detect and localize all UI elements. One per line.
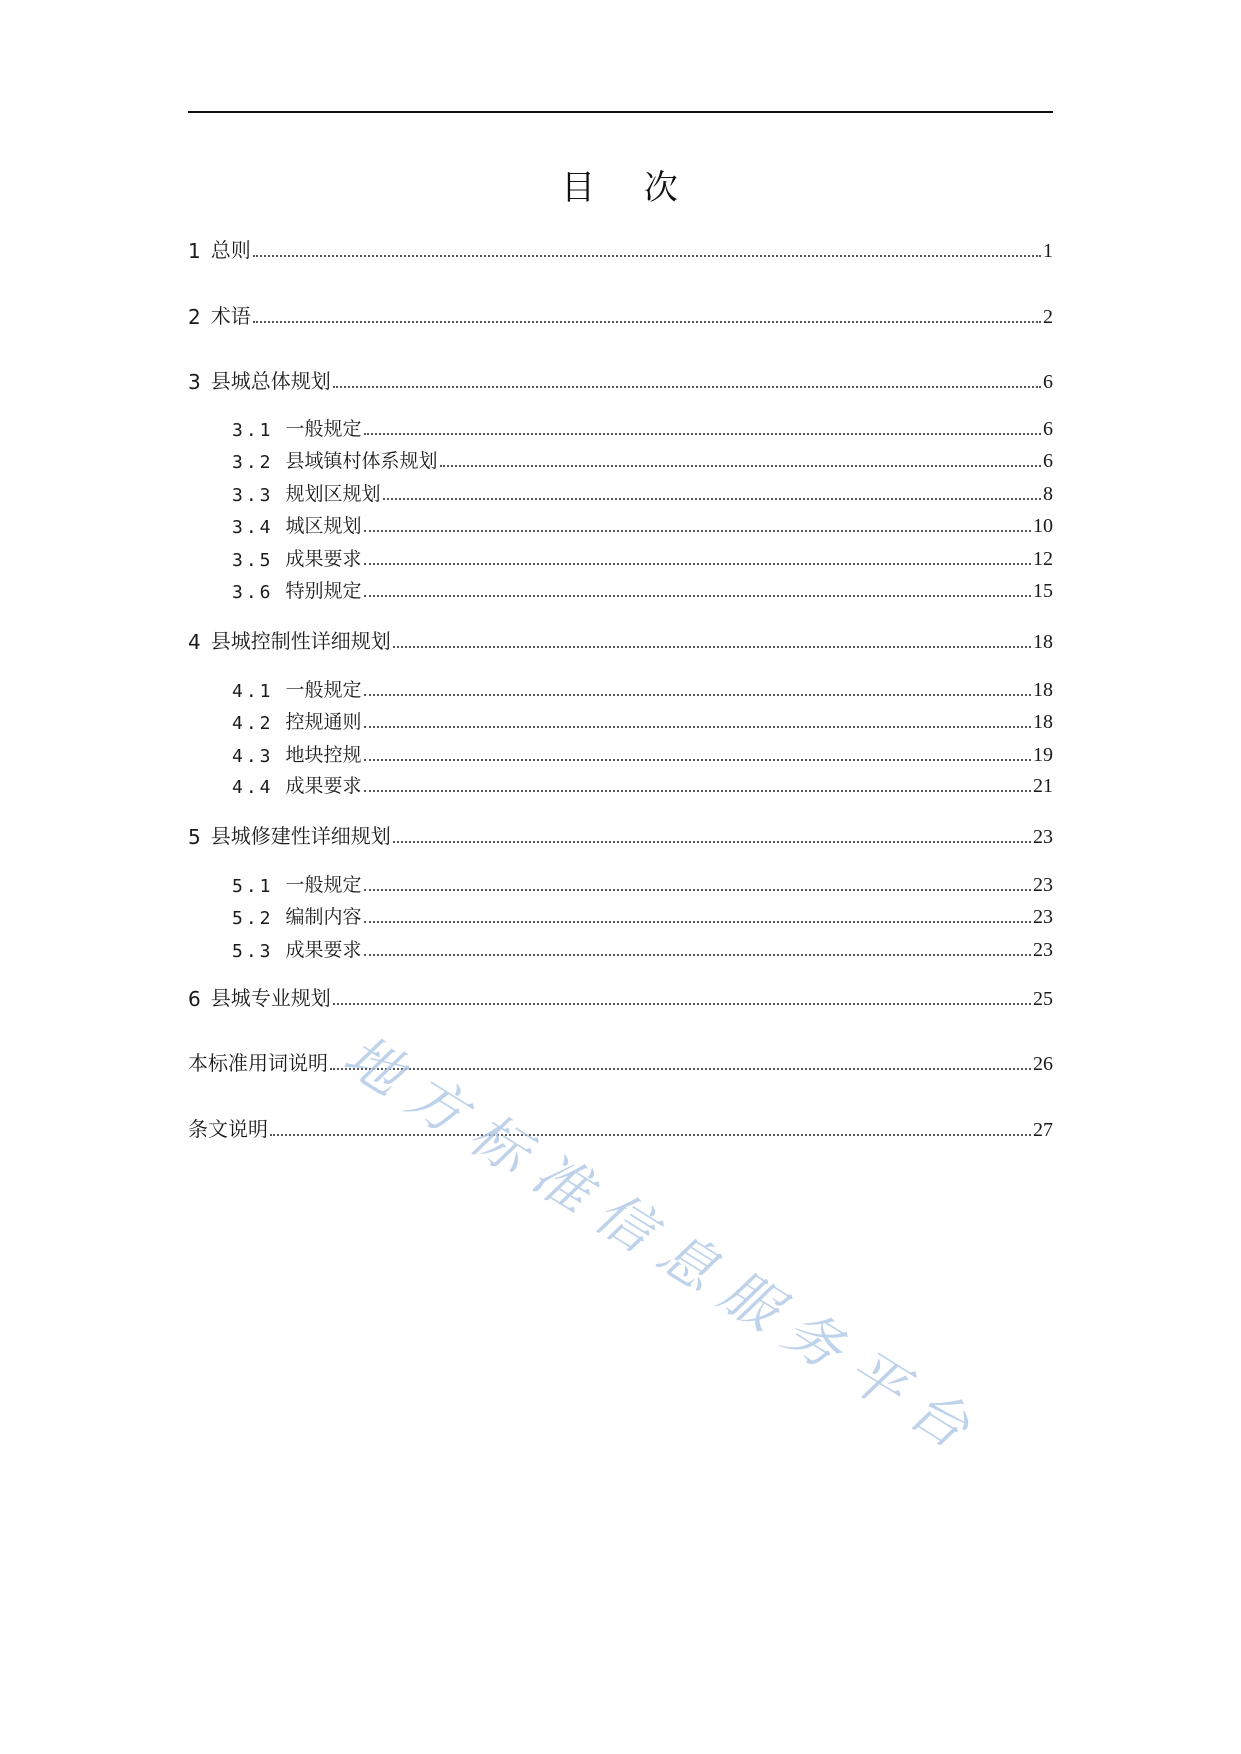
toc-entry-label: 县城总体规划: [210, 369, 331, 393]
toc-entry-chapter: [188, 821, 1053, 849]
toc-entry-label: 成果要求: [285, 775, 362, 797]
dot-leader: [440, 465, 1041, 467]
toc-entry-section: [232, 478, 1053, 506]
toc-entry-label: 术语: [210, 304, 251, 328]
toc-entry-page: 12: [1033, 548, 1053, 570]
dot-leader: [253, 255, 1041, 257]
toc-entry-chapter: [188, 983, 1053, 1011]
toc-entry-number: 3.4: [232, 517, 274, 538]
dot-leader: [364, 595, 1031, 597]
toc-entry-page: 18: [1033, 631, 1053, 653]
toc-entry-label: 县城控制性详细规划: [210, 629, 391, 653]
toc-entry-chapter: [188, 626, 1053, 654]
toc-entry-page: 2: [1043, 306, 1053, 328]
toc-entry-number: 6: [188, 987, 201, 1011]
toc-entry-chapter: [188, 366, 1053, 394]
dot-leader: [364, 889, 1031, 891]
dot-leader: [333, 386, 1041, 388]
toc-entry-page: 21: [1033, 775, 1053, 797]
toc-entry-page: 26: [1033, 1053, 1053, 1075]
toc-entry-number: 4: [188, 630, 201, 654]
toc-entry-label: 县城专业规划: [210, 986, 331, 1010]
toc-entry-label: 编制内容: [285, 906, 362, 928]
toc-entry-section: [232, 510, 1053, 538]
toc-entry-number: 4.1: [232, 681, 274, 702]
toc-entry-number: 3.1: [232, 420, 274, 441]
dot-leader: [270, 1134, 1031, 1136]
toc-entry-page: 10: [1033, 515, 1053, 537]
watermark: 地方标准信息服务平台: [332, 1023, 995, 1471]
toc-entry-section: [232, 413, 1053, 441]
dot-leader: [364, 790, 1031, 792]
dot-leader: [364, 921, 1031, 923]
dot-leader: [364, 694, 1031, 696]
dot-leader: [253, 321, 1041, 323]
toc-entry-label: 县域镇村体系规划: [285, 450, 438, 472]
toc-entry-label: 条文说明: [188, 1117, 268, 1141]
toc-entry-page: 6: [1043, 450, 1053, 472]
dot-leader: [364, 530, 1031, 532]
toc-entry-number: 3: [188, 370, 201, 394]
toc-entry-label: 特别规定: [285, 580, 362, 602]
toc-entry-number: 5: [188, 825, 201, 849]
header-rule: [188, 111, 1053, 113]
dot-leader: [383, 498, 1041, 500]
toc-entry-page: 15: [1033, 580, 1053, 602]
toc-entry-label: 本标准用词说明: [188, 1051, 328, 1075]
page-title: 目 次: [561, 168, 680, 208]
dot-leader: [364, 759, 1031, 761]
toc-entry-number: 5.3: [232, 941, 274, 962]
toc-entry-chapter: [188, 301, 1053, 329]
toc-entry-section: [232, 770, 1053, 798]
toc-entry-section: [232, 739, 1053, 767]
toc-entry-page: 8: [1043, 483, 1053, 505]
toc-entry-page: 23: [1033, 874, 1053, 896]
toc-entry-page: 27: [1033, 1119, 1053, 1141]
toc-entry-label: 一般规定: [285, 679, 362, 701]
toc-entry-number: 5.2: [232, 908, 274, 929]
toc-entry-number: 5.1: [232, 876, 274, 897]
dot-leader: [393, 646, 1031, 648]
toc-entry-section: [232, 575, 1053, 603]
dot-leader: [364, 563, 1031, 565]
toc-entry-label: 一般规定: [285, 874, 362, 896]
toc-entry-section: [232, 934, 1053, 962]
toc-entry-number: 3.5: [232, 550, 274, 571]
dot-leader: [333, 1003, 1031, 1005]
toc-entry-label: 城区规划: [285, 515, 362, 537]
toc-entry-section: [232, 674, 1053, 702]
toc-entry-page: 1: [1043, 240, 1053, 262]
toc-entry-section: [232, 869, 1053, 897]
toc-entry-number: 1: [188, 239, 201, 263]
toc-entry-page: 23: [1033, 939, 1053, 961]
toc-entry-page: 6: [1043, 418, 1053, 440]
toc-entry-label: 成果要求: [285, 548, 362, 570]
toc-entry-label: 控规通则: [285, 711, 362, 733]
toc-entry-section: [232, 543, 1053, 571]
toc-entry-label: 地块控规: [285, 744, 362, 766]
toc-entry-section: [232, 901, 1053, 929]
dot-leader: [364, 954, 1031, 956]
toc-entry-number: 4.3: [232, 746, 274, 767]
toc-entry-page: 25: [1033, 988, 1053, 1010]
dot-leader: [364, 433, 1041, 435]
toc-entry-page: 19: [1033, 744, 1053, 766]
dot-leader: [330, 1068, 1031, 1070]
toc-entry-page: 23: [1033, 826, 1053, 848]
toc-entry-section: [232, 706, 1053, 734]
toc-entry-page: 23: [1033, 906, 1053, 928]
toc-entry-section: [232, 445, 1053, 473]
toc-entry-chapter: [188, 235, 1053, 263]
toc-entry-number: 3.6: [232, 582, 274, 603]
toc-entry-number: 3.3: [232, 485, 274, 506]
toc-entry-number: 4.2: [232, 713, 274, 734]
toc-entry-number: 4.4: [232, 777, 274, 798]
toc-entry-number: 3.2: [232, 452, 274, 473]
toc-entry-appendix: [188, 1114, 1053, 1142]
dot-leader: [364, 726, 1031, 728]
toc-entry-label: 成果要求: [285, 939, 362, 961]
toc-entry-page: 18: [1033, 679, 1053, 701]
dot-leader: [393, 841, 1031, 843]
toc-entry-label: 县城修建性详细规划: [210, 824, 391, 848]
toc-entry-page: 6: [1043, 371, 1053, 393]
toc-entry-label: 规划区规划: [285, 483, 381, 505]
toc-entry-label: 一般规定: [285, 418, 362, 440]
toc-entry-number: 2: [188, 305, 201, 329]
toc-entry-label: 总则: [210, 238, 251, 262]
toc-entry-appendix: [188, 1048, 1053, 1076]
toc-entry-page: 18: [1033, 711, 1053, 733]
